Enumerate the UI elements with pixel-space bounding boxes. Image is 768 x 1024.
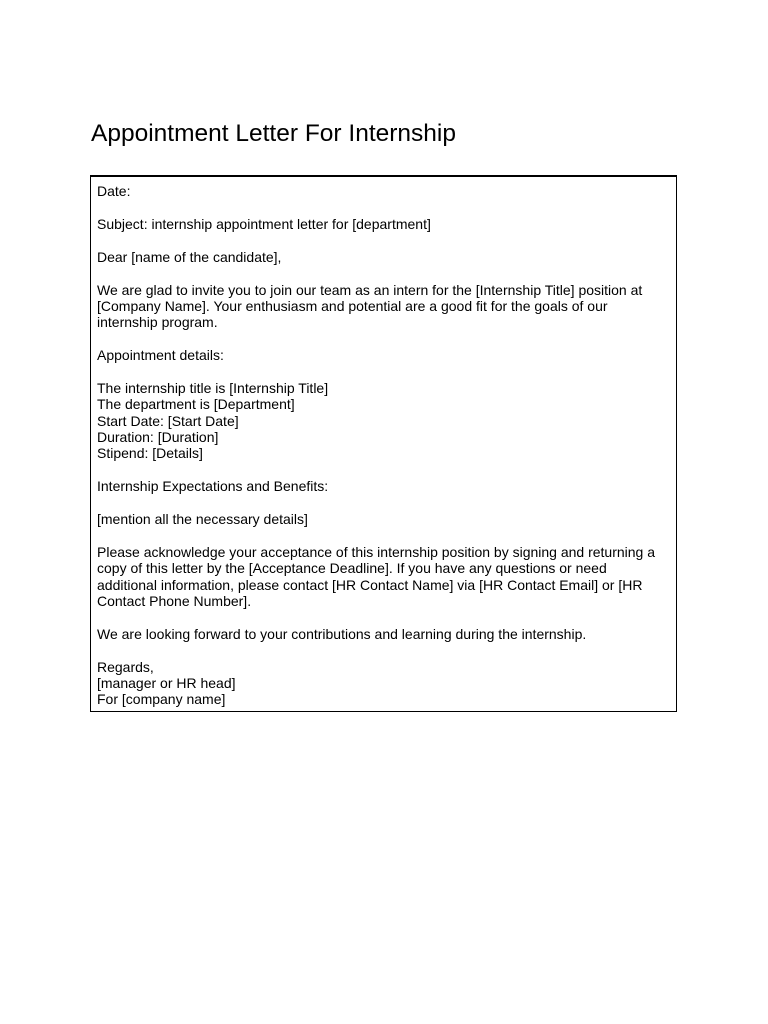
signoff-signatory: [manager or HR head]	[97, 674, 236, 691]
detail-item-title: The internship title is [Internship Title]	[97, 380, 329, 397]
letter-body	[90, 175, 677, 712]
detail-item-stipend: Stipend: [Details]	[97, 445, 203, 462]
details-list	[97, 380, 670, 461]
detail-item-start-date: Start Date: [Start Date]	[97, 412, 239, 429]
expectations-body: [mention all the necessary details]	[97, 511, 308, 528]
letter-subject: Subject: internship appointment letter for [department]	[97, 215, 431, 232]
page-title: Appointment Letter For Internship	[91, 120, 456, 147]
letter-signoff	[97, 659, 670, 708]
letter-intro: We are glad to invite you to join our team as an intern for the [Internship Title] position at [Company Name]. Your enthusiasm and potential are a good fit for the goals of our internship program.	[97, 281, 643, 331]
details-heading: Appointment details:	[97, 347, 224, 364]
letter-closing-statement: We are looking forward to your contributions and learning during the internship.	[97, 625, 587, 642]
signoff-regards: Regards,	[97, 658, 154, 675]
letter-acknowledgement: Please acknowledge your acceptance of this internship position by signing and returning a copy of this letter by the [Acceptance Deadline]. If you have any questions or need additional information, please contact [HR Contact Name] via [HR Contact Email] or [HR Contact Phone Number].	[97, 543, 656, 609]
signoff-company: For [company name]	[97, 691, 226, 708]
letter-salutation: Dear [name of the candidate],	[97, 248, 282, 265]
detail-item-department: The department is [Department]	[97, 396, 295, 413]
detail-item-duration: Duration: [Duration]	[97, 428, 219, 445]
expectations-heading: Internship Expectations and Benefits:	[97, 478, 329, 495]
letter-date: Date:	[97, 183, 131, 199]
